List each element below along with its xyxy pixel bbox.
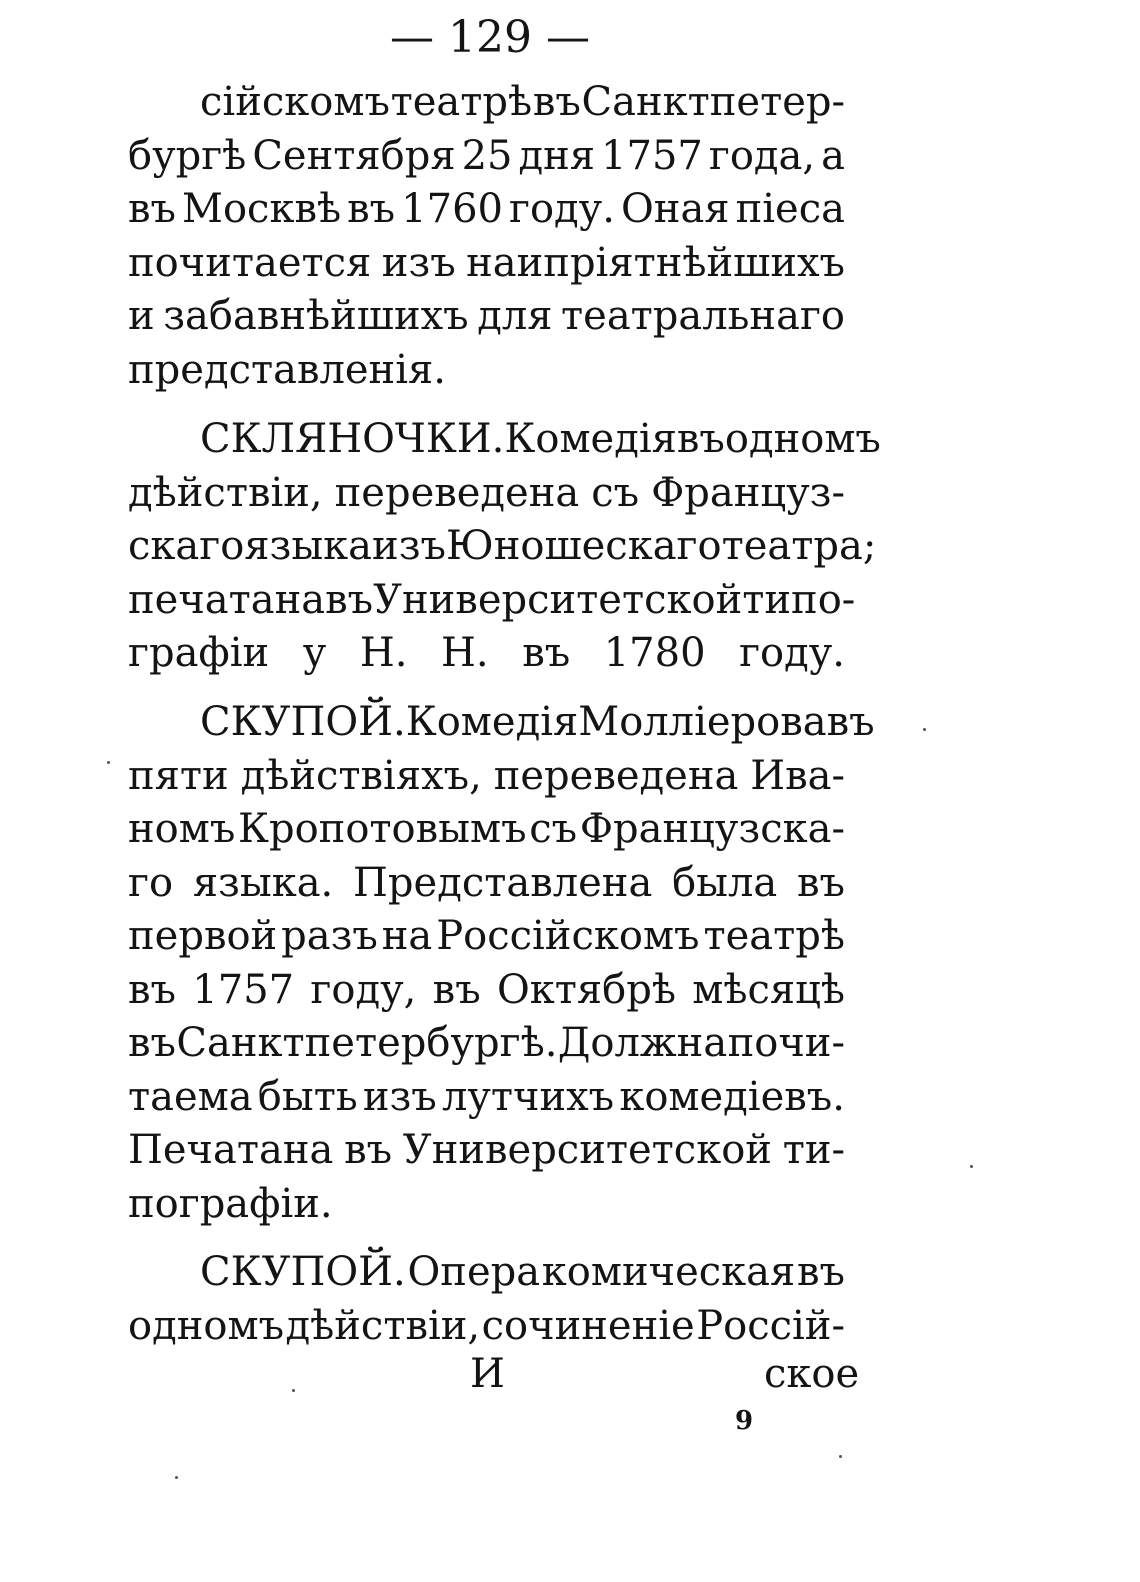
word: 1780	[603, 630, 706, 676]
word: Россій-	[696, 1302, 845, 1349]
word: Комедія	[504, 416, 677, 462]
text-line	[128, 964, 845, 1018]
word: представленія.	[128, 346, 446, 393]
print-speck	[970, 1165, 973, 1168]
text-line	[128, 574, 856, 628]
word: языка.	[192, 859, 334, 906]
word: Н.	[359, 630, 408, 676]
word: въ	[676, 416, 725, 462]
word: у	[302, 630, 327, 676]
word: скаго	[128, 523, 245, 569]
text-line	[128, 750, 845, 804]
word: наипріятнѣйшихъ	[466, 239, 845, 286]
word: Октябрѣ	[496, 966, 676, 1013]
word: пографіи.	[128, 1180, 333, 1227]
word: а	[821, 132, 845, 179]
word: дѣйствіи,	[128, 469, 323, 516]
word: въ	[432, 966, 481, 1013]
word: Юношескаго	[445, 523, 722, 569]
word: изъ	[381, 239, 456, 286]
text-line	[128, 237, 845, 291]
word: изъ	[362, 1073, 437, 1120]
print-speck	[839, 1455, 842, 1458]
word: для	[477, 293, 553, 339]
word: мѣсяцѣ	[692, 966, 845, 1013]
word: Француз-	[651, 469, 845, 516]
word: Французска-	[579, 806, 845, 852]
word: 1757	[192, 966, 295, 1013]
word: забавнѣйшихъ	[163, 293, 469, 339]
word: въ	[522, 630, 571, 676]
word: Сентября	[252, 132, 456, 179]
word: дѣйствіяхъ,	[240, 752, 482, 799]
text-line	[128, 520, 877, 574]
word: комедіевъ.	[619, 1073, 845, 1120]
signature-letter: И	[470, 1351, 505, 1397]
word: номъ	[128, 806, 236, 852]
word: переведена	[334, 469, 580, 516]
signature-number: 9	[735, 1406, 754, 1436]
text-line	[128, 910, 845, 964]
word: комическая	[541, 1249, 796, 1295]
word: въ	[325, 576, 374, 623]
word: одномъ	[128, 1302, 285, 1349]
word: дѣйствіи,	[285, 1302, 481, 1349]
text-line	[128, 1300, 845, 1354]
word: ти-	[782, 1127, 845, 1173]
word: изъ	[372, 523, 446, 569]
word: таема	[128, 1073, 253, 1120]
word: печатана	[128, 576, 326, 623]
word: почи-	[727, 1020, 845, 1066]
word: года,	[708, 132, 816, 179]
text-line	[128, 1071, 845, 1125]
word: Россійскомъ	[436, 913, 700, 959]
word: Комедія	[405, 699, 579, 745]
text-line	[128, 130, 845, 184]
word: Н.	[441, 630, 489, 676]
word: году.	[509, 186, 615, 232]
word: типо-	[742, 576, 856, 623]
word: дня	[518, 132, 596, 179]
word: Должна	[557, 1020, 728, 1066]
text-line	[128, 183, 845, 237]
word: году.	[739, 630, 845, 676]
word: одномъ	[724, 416, 881, 462]
word: 25	[461, 132, 513, 179]
word: театрѣ	[390, 79, 533, 125]
text-line	[128, 1246, 845, 1300]
word: СКУПОЙ.	[200, 1249, 406, 1295]
word: 1757	[601, 132, 703, 179]
text-line	[128, 467, 845, 521]
word: въ	[532, 79, 581, 125]
text-line	[128, 413, 881, 467]
word: го	[128, 859, 174, 906]
word: 1760	[401, 186, 503, 232]
text-line	[128, 344, 845, 398]
word: Санктпетер-	[581, 79, 845, 125]
word: Представлена	[353, 859, 653, 906]
print-speck	[107, 761, 110, 764]
paragraph-sklyanochki	[128, 413, 881, 681]
word: разъ	[281, 913, 378, 959]
word: была	[672, 859, 778, 906]
print-speck	[923, 728, 926, 731]
page-number: — 129 —	[390, 12, 590, 63]
word: въ	[128, 186, 176, 232]
word: году,	[310, 966, 417, 1013]
word: Опера	[407, 1249, 541, 1295]
word: Оная	[620, 186, 730, 232]
word: театральнаго	[561, 293, 845, 339]
word: переведена	[493, 752, 739, 799]
word: Печатана	[128, 1127, 334, 1173]
text-line	[128, 1178, 845, 1232]
word: лутчихъ	[441, 1073, 615, 1120]
word: театра;	[721, 523, 877, 569]
word: Кропотовымъ	[238, 806, 527, 852]
word: съ	[591, 469, 640, 516]
print-speck	[292, 1389, 295, 1392]
word: сійскомъ	[200, 79, 390, 125]
paragraph-skupoy-opera	[128, 1246, 845, 1353]
word: графіи	[128, 630, 270, 676]
word: первой	[128, 913, 278, 959]
word: въ	[797, 1249, 845, 1295]
word: въ	[344, 1127, 393, 1173]
word: Молліерова	[578, 699, 827, 745]
word: бургѣ	[128, 132, 247, 179]
word: на	[381, 913, 433, 959]
text-line	[128, 290, 845, 344]
word: въ	[826, 699, 875, 745]
catchword: ское	[764, 1351, 860, 1397]
word: въ	[797, 859, 845, 906]
word: въ	[128, 1020, 176, 1066]
word: и	[128, 293, 155, 339]
word: Санктпетербургѣ.	[176, 1020, 558, 1066]
word: Ива-	[750, 752, 845, 799]
word: Москвѣ	[182, 186, 342, 232]
word: театрѣ	[703, 913, 845, 959]
print-speck	[175, 1476, 178, 1479]
word: сочиненіе	[481, 1302, 695, 1349]
word: пяти	[128, 752, 229, 799]
text-line	[128, 696, 875, 750]
word: съ	[529, 806, 578, 852]
word: Университетской	[373, 576, 743, 623]
text-line	[128, 1017, 845, 1071]
word: СКУПОЙ.	[200, 699, 406, 745]
word: языка	[244, 523, 373, 569]
text-line	[128, 76, 845, 130]
word: почитается	[128, 239, 372, 286]
word: въ	[128, 966, 176, 1013]
text-line	[128, 803, 845, 857]
word: въ	[347, 186, 396, 232]
text-line	[128, 857, 845, 911]
paragraph-continuation	[128, 76, 845, 397]
word: Университетской	[402, 1127, 772, 1173]
word: СКЛЯНОЧКИ.	[200, 416, 505, 462]
text-line	[128, 1124, 845, 1178]
word: піеса	[735, 186, 845, 232]
paragraph-skupoy-comedy	[128, 696, 875, 1231]
text-line	[128, 627, 845, 681]
word: быть	[257, 1073, 358, 1120]
